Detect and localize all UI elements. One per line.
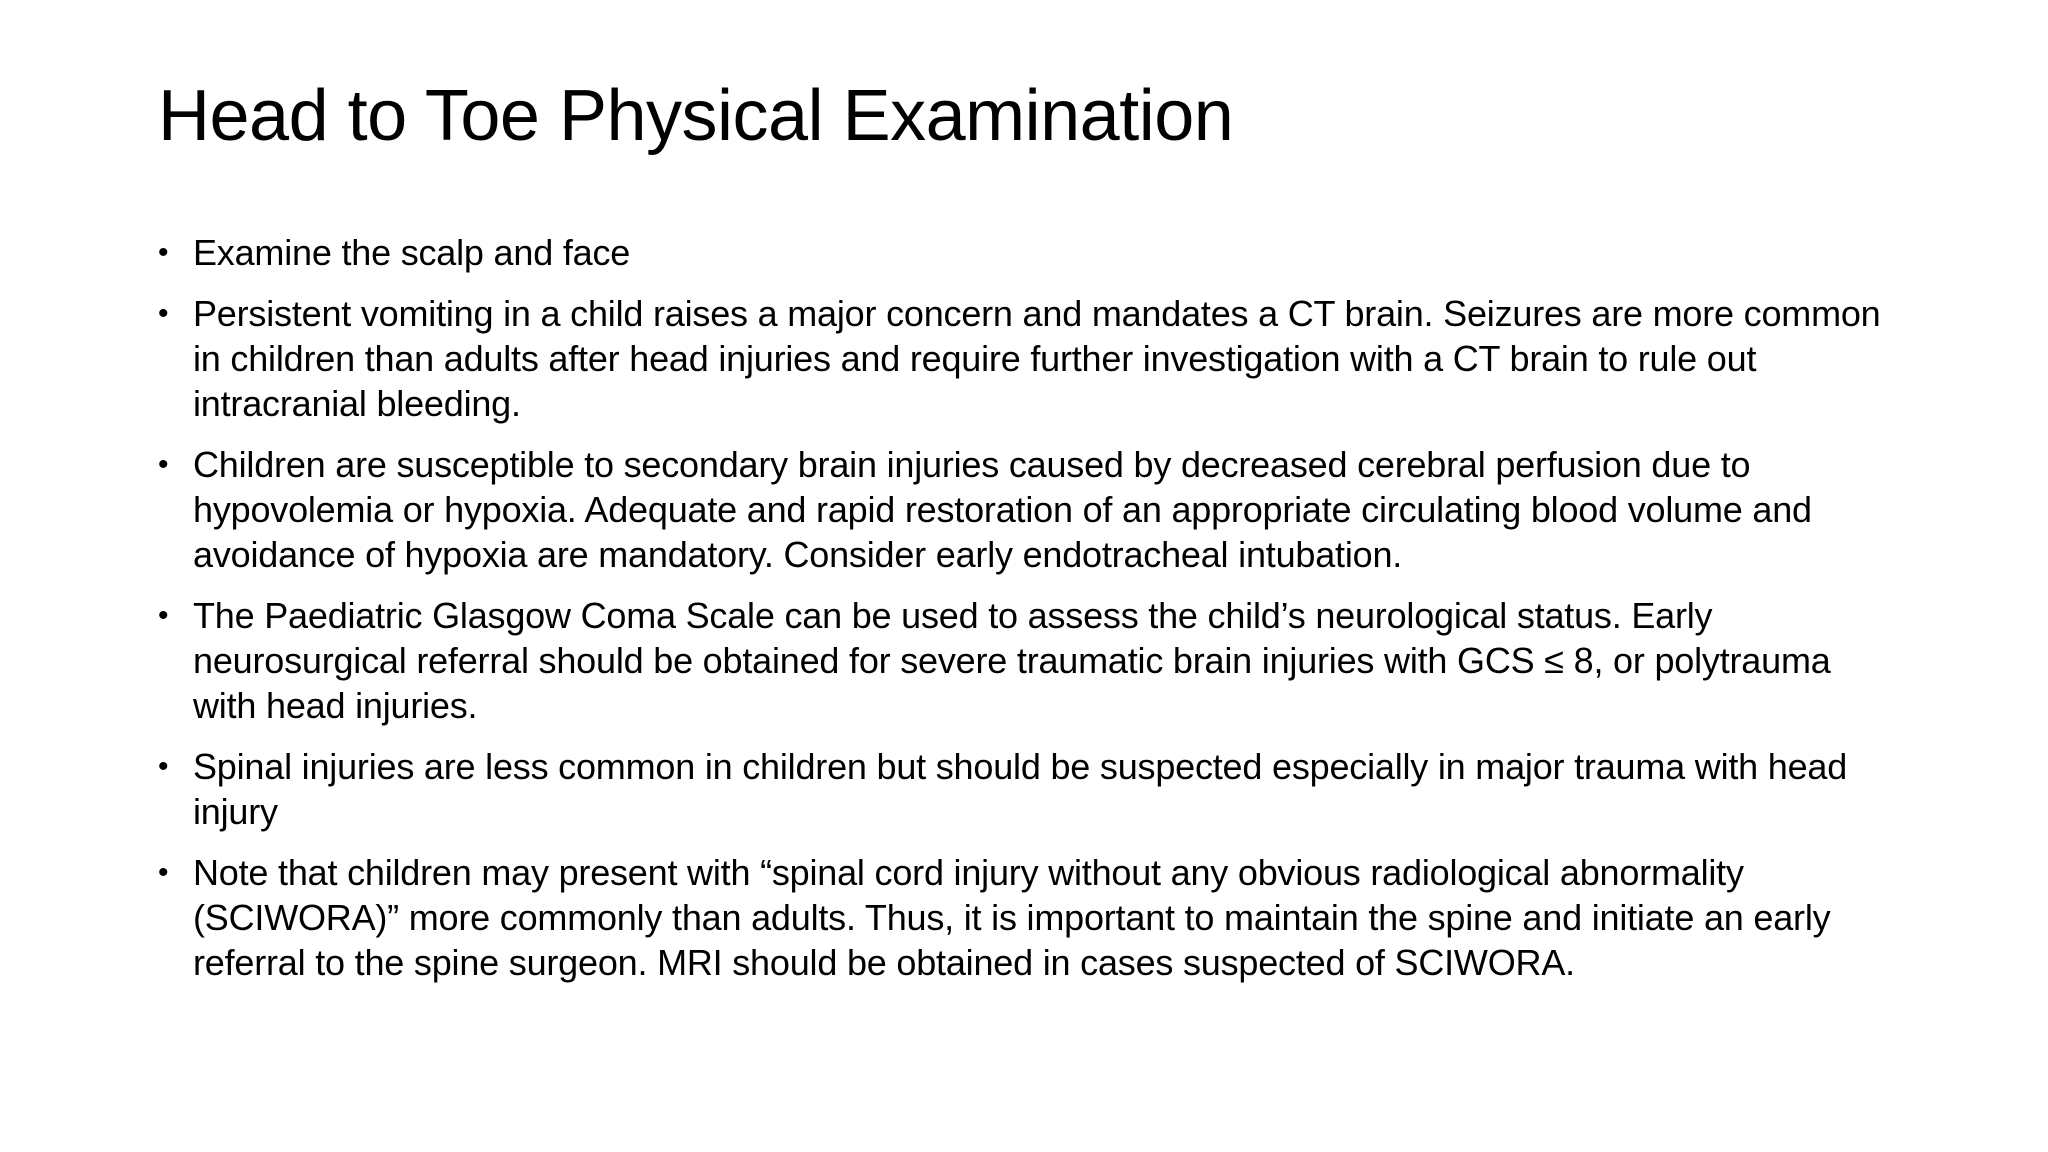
bullet-item xyxy=(158,744,1898,834)
bullet-icon: • xyxy=(158,856,169,889)
bullet-text: The Paediatric Glasgow Coma Scale can be used to assess the child’s neurological status. Early neurosurgical referral should be obtained for severe traumatic brain injuries with GCS ≤ 8, or polytrauma with head injuries. xyxy=(193,595,1831,726)
bullet-icon: • xyxy=(158,599,169,632)
bullet-text: Children are susceptible to secondary brain injuries caused by decreased cerebral perfusion due to hypovolemia or hypoxia. Adequate and rapid restoration of an appropriate circulating blood volume and avoidance of hypoxia are mandatory. Consider early endotracheal intubation. xyxy=(193,444,1812,575)
bullet-text: Persistent vomiting in a child raises a major concern and mandates a CT brain. Seizures are more common in children than adults after head injuries and require further investigation with a CT brain to rule out intracranial bleeding. xyxy=(193,293,1881,424)
bullet-text: Examine the scalp and face xyxy=(193,232,631,273)
bullet-item xyxy=(158,850,1898,985)
bullet-item xyxy=(158,230,1898,275)
slide-title: Head to Toe Physical Examination xyxy=(158,76,1234,156)
bullet-list xyxy=(158,230,1898,1001)
bullet-item xyxy=(158,291,1898,426)
bullet-item xyxy=(158,442,1898,577)
bullet-text: Spinal injuries are less common in children but should be suspected especially in major trauma with head injury xyxy=(193,746,1848,832)
bullet-text: Note that children may present with “spinal cord injury without any obvious radiological abnormality (SCIWORA)” more commonly than adults. Thus, it is important to maintain the spine and initiate an early referral to the spine surgeon. MRI should be obtained in cases suspected of SCIWORA. xyxy=(193,852,1831,983)
bullet-item xyxy=(158,593,1898,728)
bullet-icon: • xyxy=(158,750,169,783)
bullet-icon: • xyxy=(158,236,169,269)
bullet-icon: • xyxy=(158,448,169,481)
bullet-icon: • xyxy=(158,297,169,330)
